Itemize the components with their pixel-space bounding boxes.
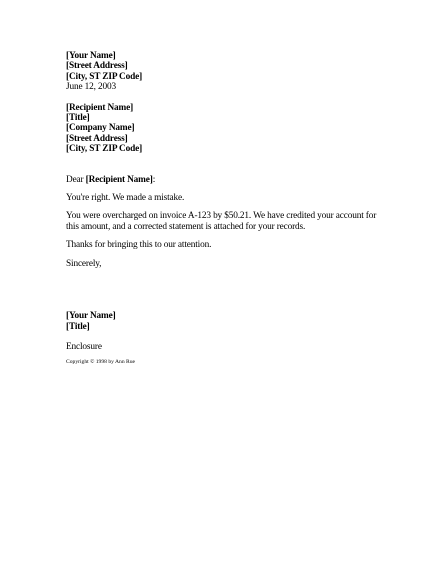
recipient-address-block	[66, 103, 406, 155]
signature-name[interactable]: [Your Name]	[66, 311, 116, 322]
body-paragraph-1	[66, 193, 406, 203]
body-paragraph-2	[66, 211, 406, 232]
signature-block	[66, 311, 406, 332]
enclosure-text: Enclosure	[66, 341, 102, 352]
recipient-name[interactable]: [Recipient Name]	[66, 102, 134, 113]
recipient-company[interactable]: [Company Name]	[66, 123, 135, 134]
recipient-street[interactable]: [Street Address]	[66, 133, 128, 144]
recipient-city[interactable]: [City, ST ZIP Code]	[66, 144, 143, 155]
sender-name[interactable]: [Your Name]	[66, 51, 116, 61]
enclosure-note	[66, 342, 406, 352]
body-paragraph-3-text: Thanks for bringing this to our attention.	[66, 240, 212, 251]
body-paragraph-3	[66, 240, 406, 250]
salutation-suffix: :	[152, 174, 156, 185]
sender-street[interactable]: [Street Address]	[66, 61, 128, 72]
recipient-title[interactable]: [Title]	[66, 113, 90, 124]
salutation-recipient-name[interactable]: [Recipient Name]	[85, 174, 153, 185]
closing	[66, 259, 406, 269]
sender-address-block	[66, 51, 406, 93]
letter-date: June 12, 2003	[66, 82, 116, 93]
salutation	[66, 175, 406, 185]
copyright-notice	[66, 359, 406, 366]
copyright-text: Copyright © 1998 by Ann Rue	[66, 359, 136, 366]
sender-city[interactable]: [City, ST ZIP Code]	[66, 71, 143, 82]
closing-text: Sincerely,	[66, 258, 102, 269]
salutation-prefix: Dear	[66, 174, 86, 185]
letter-body	[66, 51, 406, 366]
body-paragraph-2-line-2: this amount, and a corrected statement is attached for your records.	[66, 221, 306, 232]
body-paragraph-1-text: You're right. We made a mistake.	[66, 193, 185, 204]
body-paragraph-2-line-1: You were overcharged on invoice A-123 by $50.21. We have credited your account for	[66, 211, 377, 222]
signature-title[interactable]: [Title]	[66, 321, 90, 332]
